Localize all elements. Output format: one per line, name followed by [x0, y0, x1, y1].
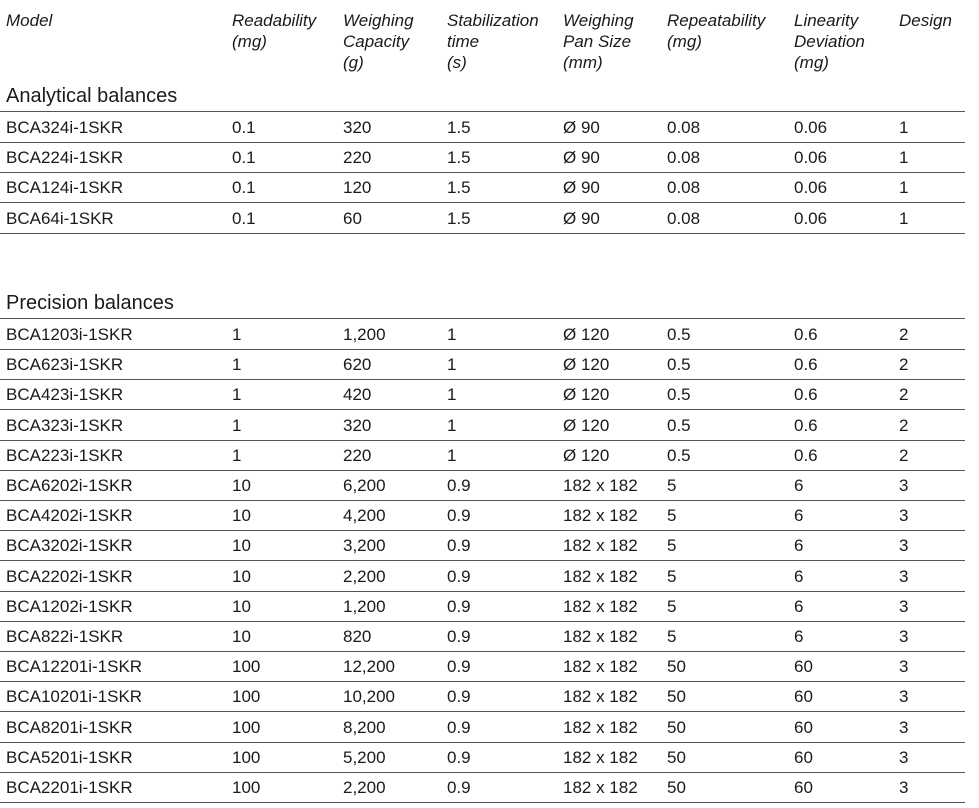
- table-cell: 1: [447, 325, 457, 344]
- section-title: Precision balances: [6, 292, 174, 314]
- table-cell: 10,200: [343, 687, 395, 707]
- table-cell: 1: [232, 415, 242, 435]
- table-cell: 6: [794, 476, 804, 495]
- table-row: [0, 591, 965, 622]
- table-cell: BCA2201i-1SKR: [6, 778, 133, 797]
- table-cell: 2,200: [343, 778, 386, 797]
- table-cell: 100: [232, 778, 261, 797]
- table-cell: 1,200: [343, 596, 386, 616]
- table-cell: 2: [899, 445, 909, 465]
- table-cell: 0.9: [447, 596, 471, 616]
- table-cell: 620: [343, 355, 372, 375]
- table-cell: 100: [232, 657, 261, 677]
- table-cell: 0.5: [667, 385, 691, 405]
- header-line: (s): [447, 53, 467, 72]
- table-cell: BCA124i-1SKR: [6, 178, 124, 198]
- table-cell: 0.06: [794, 178, 828, 198]
- table-cell: 3: [899, 536, 909, 556]
- table-cell: 0.1: [232, 118, 256, 137]
- table-cell: Ø 120: [563, 325, 610, 344]
- header-capacity: [343, 10, 414, 73]
- table-row: [0, 319, 965, 350]
- table-cell: 0.06: [794, 208, 828, 228]
- table-cell: 182 x 182: [563, 566, 638, 586]
- table-cell: 8,200: [343, 717, 386, 737]
- table-cell: 5: [667, 536, 677, 556]
- table-cell: 0.9: [447, 536, 471, 556]
- table-cell: 1: [447, 355, 457, 375]
- table-cell: 6: [794, 627, 804, 646]
- table-row: [0, 621, 965, 652]
- table-row: [0, 772, 965, 803]
- header-line: Capacity: [343, 32, 410, 51]
- table-cell: 3: [899, 687, 909, 707]
- table-row: [0, 349, 965, 380]
- table-cell: 0.06: [794, 118, 828, 137]
- table-row: [0, 561, 965, 592]
- table-cell: 0.6: [794, 415, 818, 435]
- table-header: [0, 10, 979, 80]
- header-repeatability: [667, 10, 765, 52]
- table-cell: 100: [232, 687, 261, 707]
- table-row: [0, 112, 965, 143]
- table-cell: 5: [667, 476, 677, 495]
- table-cell: 0.9: [447, 747, 471, 767]
- header-line: Pan Size: [563, 32, 632, 51]
- table-cell: 12,200: [343, 657, 395, 677]
- table-cell: 60: [794, 778, 813, 797]
- table-cell: Ø 90: [563, 148, 600, 168]
- table-cell: 182 x 182: [563, 687, 638, 707]
- table-cell: 1.5: [447, 118, 471, 137]
- header-readability: [232, 10, 316, 52]
- table-cell: BCA4202i-1SKR: [6, 506, 133, 526]
- table-cell: 0.08: [667, 118, 701, 137]
- table-cell: 60: [794, 747, 813, 767]
- table-cell: 4,200: [343, 506, 386, 526]
- header-design: [899, 10, 952, 31]
- table-cell: 1: [899, 148, 909, 168]
- table-cell: 182 x 182: [563, 627, 638, 646]
- table-cell: 1: [232, 445, 242, 465]
- table-row: [0, 142, 965, 173]
- header-line: (mm): [563, 53, 603, 72]
- table-row: [0, 203, 965, 234]
- header-linearity: [794, 10, 865, 73]
- table-row: [0, 470, 965, 501]
- table-cell: 3,200: [343, 536, 386, 556]
- table-cell: 3: [899, 747, 909, 767]
- table-cell: 10: [232, 627, 251, 646]
- header-line: Repeatability: [667, 11, 766, 30]
- table-cell: Ø 120: [563, 415, 610, 435]
- table-cell: BCA324i-1SKR: [6, 118, 124, 137]
- table-cell: 6,200: [343, 476, 386, 495]
- table-cell: 182 x 182: [563, 506, 638, 526]
- table-cell: 1: [899, 118, 909, 137]
- header-line: (mg): [794, 53, 829, 72]
- table-row: [0, 681, 965, 712]
- table-cell: 320: [343, 415, 372, 435]
- table-cell: 182 x 182: [563, 778, 638, 797]
- table-cell: BCA822i-1SKR: [6, 627, 124, 646]
- table-cell: BCA2202i-1SKR: [6, 566, 133, 586]
- table-row: [0, 500, 965, 531]
- table-cell: 220: [343, 148, 372, 168]
- table-cell: BCA6202i-1SKR: [6, 476, 133, 495]
- table-cell: 5: [667, 627, 677, 646]
- table-cell: 120: [343, 178, 372, 198]
- table-cell: 420: [343, 385, 372, 405]
- table-cell: 10: [232, 476, 251, 495]
- table-cell: 1.5: [447, 178, 471, 198]
- table-cell: 0.5: [667, 445, 691, 465]
- table-cell: BCA1202i-1SKR: [6, 596, 133, 616]
- table-cell: BCA12201i-1SKR: [6, 657, 143, 677]
- table-cell: 6: [794, 506, 804, 526]
- table-cell: 1: [232, 355, 242, 375]
- table-cell: 182 x 182: [563, 717, 638, 737]
- table-cell: BCA623i-1SKR: [6, 355, 124, 375]
- table-cell: 820: [343, 627, 372, 646]
- table-cell: 5: [667, 506, 677, 526]
- header-line: (mg): [232, 32, 267, 51]
- table-row: [0, 530, 965, 561]
- header-line: Stabilization: [447, 11, 539, 30]
- table-cell: 0.9: [447, 657, 471, 677]
- table-cell: 50: [667, 657, 686, 677]
- table-cell: BCA223i-1SKR: [6, 445, 124, 465]
- table-cell: 100: [232, 747, 261, 767]
- table-cell: 0.9: [447, 506, 471, 526]
- table-cell: 0.5: [667, 325, 691, 344]
- section-title: Analytical balances: [6, 85, 178, 107]
- table-cell: 320: [343, 118, 372, 137]
- header-line: Model: [6, 11, 53, 30]
- table-cell: BCA10201i-1SKR: [6, 687, 143, 707]
- table-cell: 5: [667, 596, 677, 616]
- table-cell: 1.5: [447, 148, 471, 168]
- header-line: Design: [899, 11, 952, 30]
- table-cell: BCA224i-1SKR: [6, 148, 124, 168]
- table-cell: 3: [899, 476, 909, 495]
- table-cell: BCA5201i-1SKR: [6, 747, 133, 767]
- table-cell: Ø 120: [563, 355, 610, 375]
- table-cell: 0.6: [794, 355, 818, 375]
- header-pan-size: [563, 10, 634, 73]
- table-row: [0, 410, 965, 441]
- table-cell: 1: [232, 325, 242, 344]
- table-cell: 6: [794, 596, 804, 616]
- table-cell: 0.9: [447, 476, 471, 495]
- header-model: [6, 10, 52, 31]
- table-cell: 0.08: [667, 148, 701, 168]
- table-cell: 3: [899, 596, 909, 616]
- table-cell: 182 x 182: [563, 747, 638, 767]
- table-cell: 6: [794, 566, 804, 586]
- table-cell: 60: [794, 687, 813, 707]
- table-cell: Ø 90: [563, 118, 600, 137]
- table-row: [0, 440, 965, 471]
- table-cell: 3: [899, 657, 909, 677]
- table-cell: 3: [899, 506, 909, 526]
- table-cell: 60: [794, 717, 813, 737]
- table-cell: 220: [343, 445, 372, 465]
- table-cell: 50: [667, 778, 686, 797]
- header-line: (g): [343, 53, 364, 72]
- table-cell: 6: [794, 536, 804, 556]
- header-line: Deviation: [794, 32, 865, 51]
- header-line: Weighing: [343, 11, 414, 30]
- table-cell: 10: [232, 596, 251, 616]
- table-row: [0, 712, 965, 743]
- header-line: time: [447, 32, 480, 51]
- header-stabilization: [447, 10, 539, 73]
- table-cell: 5,200: [343, 747, 386, 767]
- table-cell: 3: [899, 717, 909, 737]
- table-cell: 0.9: [447, 627, 471, 646]
- table-cell: 0.08: [667, 208, 701, 228]
- table-cell: 0.9: [447, 717, 471, 737]
- table-cell: 10: [232, 536, 251, 556]
- table-cell: Ø 120: [563, 445, 610, 465]
- table-cell: 50: [667, 717, 686, 737]
- table-cell: 3: [899, 627, 909, 646]
- table-cell: 182 x 182: [563, 657, 638, 677]
- table-cell: Ø 120: [563, 385, 610, 405]
- table-cell: 182 x 182: [563, 476, 638, 495]
- table-cell: 0.5: [667, 355, 691, 375]
- table-row: [0, 651, 965, 682]
- table-cell: 60: [794, 657, 813, 677]
- table-row: [0, 379, 965, 410]
- table-cell: 3: [899, 566, 909, 586]
- table-row: [0, 172, 965, 203]
- table-cell: 1: [899, 208, 909, 228]
- table-cell: 2: [899, 385, 909, 405]
- table-cell: 182 x 182: [563, 536, 638, 556]
- table-cell: 2: [899, 325, 909, 344]
- table-cell: 10: [232, 506, 251, 526]
- table-row: [0, 742, 965, 773]
- header-line: Weighing: [563, 11, 634, 30]
- table-cell: BCA1203i-1SKR: [6, 325, 133, 344]
- table-cell: 0.1: [232, 208, 256, 228]
- table-cell: 1: [447, 415, 457, 435]
- table-cell: 1: [447, 385, 457, 405]
- table-cell: 0.1: [232, 178, 256, 198]
- table-cell: 1: [447, 445, 457, 465]
- table-cell: Ø 90: [563, 178, 600, 198]
- table-cell: 50: [667, 747, 686, 767]
- table-cell: 0.06: [794, 148, 828, 168]
- table-cell: 0.08: [667, 178, 701, 198]
- table-cell: 1,200: [343, 325, 386, 344]
- table-cell: 0.5: [667, 415, 691, 435]
- table-cell: BCA64i-1SKR: [6, 208, 114, 228]
- table-cell: 50: [667, 687, 686, 707]
- table-cell: 10: [232, 566, 251, 586]
- table-cell: 0.6: [794, 385, 818, 405]
- table-cell: 5: [667, 566, 677, 586]
- table-cell: 1: [232, 385, 242, 405]
- table-cell: 3: [899, 778, 909, 797]
- table-cell: 0.9: [447, 687, 471, 707]
- table-cell: 2: [899, 415, 909, 435]
- table-cell: 0.9: [447, 778, 471, 797]
- table-cell: 182 x 182: [563, 596, 638, 616]
- table-cell: 0.6: [794, 325, 818, 344]
- table-cell: BCA323i-1SKR: [6, 415, 124, 435]
- table-cell: 60: [343, 208, 362, 228]
- table-cell: 0.9: [447, 566, 471, 586]
- table-cell: 0.6: [794, 445, 818, 465]
- header-line: (mg): [667, 32, 702, 51]
- table-cell: 2: [899, 355, 909, 375]
- table-cell: BCA3202i-1SKR: [6, 536, 133, 556]
- table-cell: Ø 90: [563, 208, 600, 228]
- table-cell: BCA8201i-1SKR: [6, 717, 133, 737]
- table-cell: BCA423i-1SKR: [6, 385, 124, 405]
- table-cell: 0.1: [232, 148, 256, 168]
- table-cell: 1.5: [447, 208, 471, 228]
- header-line: Readability: [232, 11, 317, 30]
- table-cell: 1: [899, 178, 909, 198]
- header-line: Linearity: [794, 11, 859, 30]
- table-cell: 2,200: [343, 566, 386, 586]
- table-cell: 100: [232, 717, 261, 737]
